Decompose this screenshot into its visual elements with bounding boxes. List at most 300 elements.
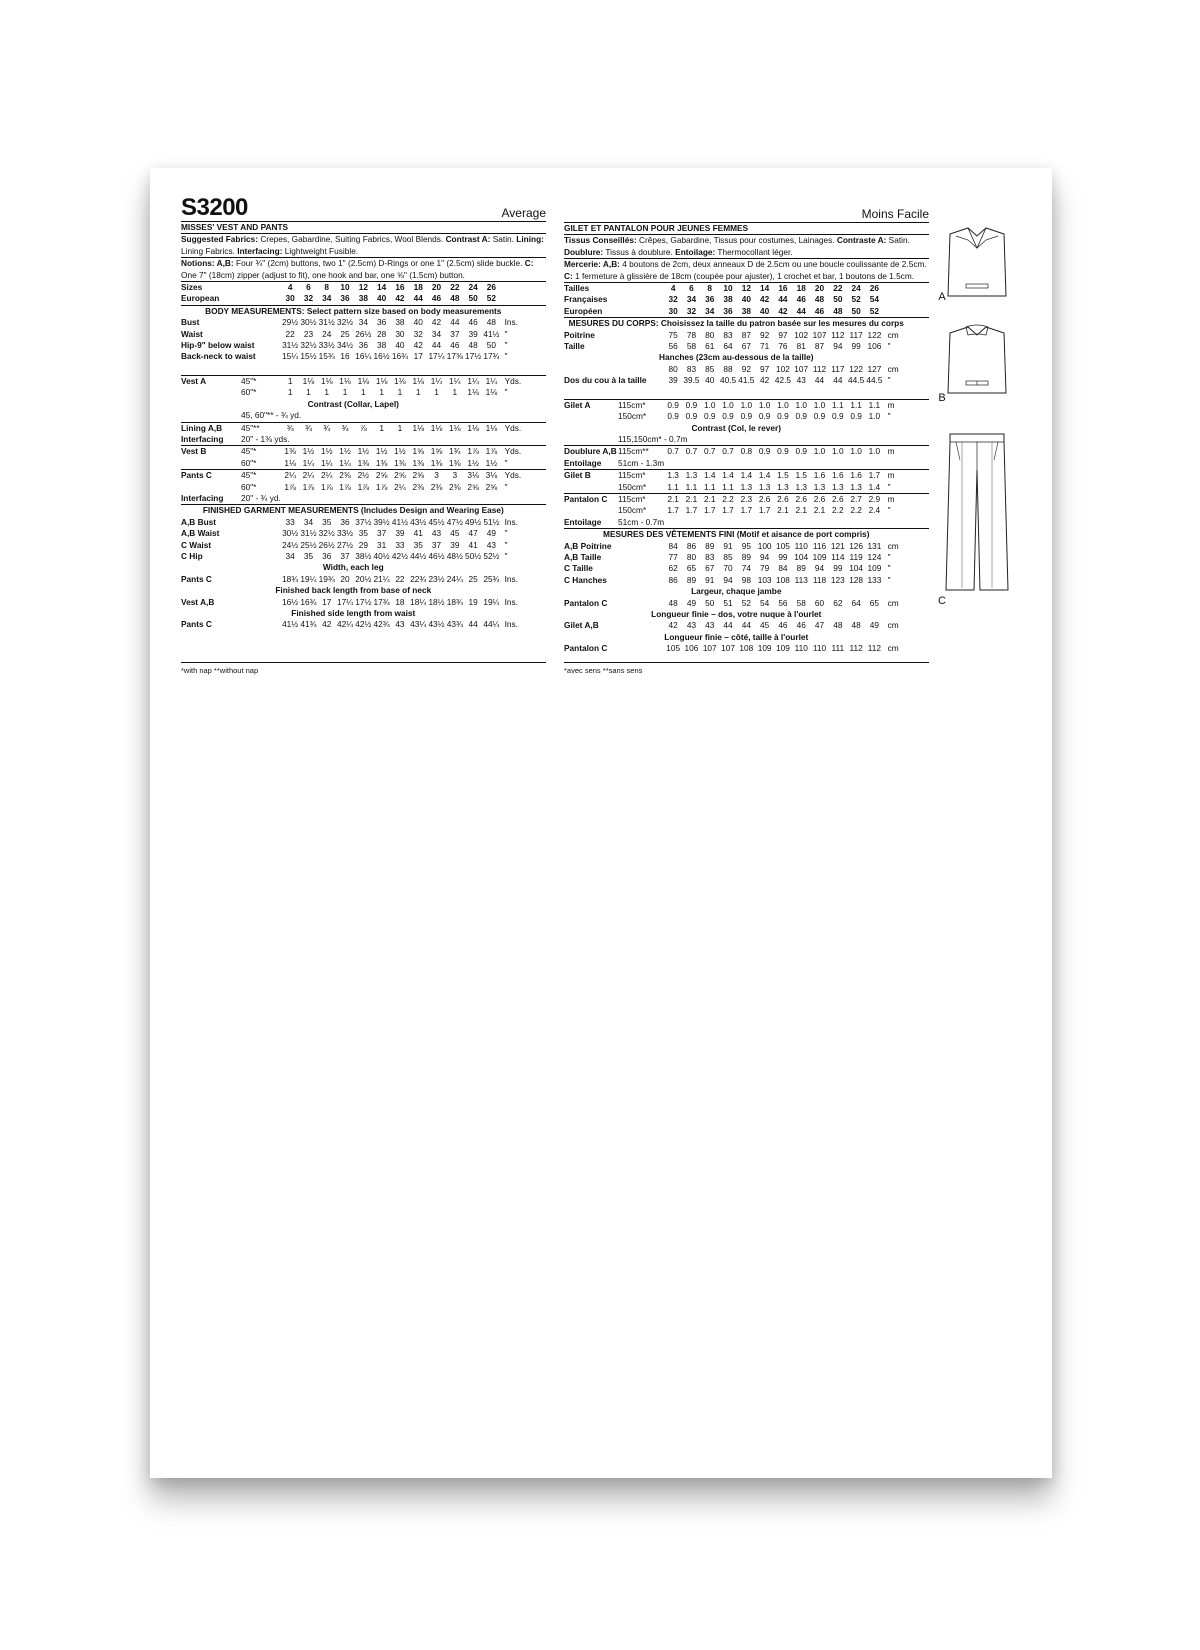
measurement-value: 128 [849, 574, 864, 585]
measurement-value: 43 [486, 539, 497, 550]
measurement-value: 65 [869, 597, 880, 608]
yardage-value: 2¼ [394, 481, 406, 492]
yardage-value: 0.9 [850, 411, 862, 422]
yardage-value: 1 [324, 387, 330, 398]
measurement-value: 28 [377, 328, 387, 339]
english-column [181, 196, 546, 631]
yardage-value: 1⅛ [320, 375, 333, 386]
size-value: 32 [303, 293, 314, 304]
measurement-value: 33 [395, 539, 405, 550]
yardage-value: 2.1 [813, 505, 826, 516]
measurement-value: 25½ [300, 539, 317, 550]
size-value: 32 [686, 305, 697, 316]
measurement-label: Vest A,B [181, 596, 215, 607]
measurement-value: 44 [468, 619, 478, 630]
measurement-label: C Hanches [564, 574, 607, 585]
measurement-value: 42 [413, 340, 423, 351]
yardage-value: 1¼ [430, 375, 443, 386]
measurement-value: 17¾ [483, 351, 500, 362]
yardage-value: 1.0 [703, 399, 716, 410]
unit-label: Ins. [504, 317, 518, 328]
size-value: 24 [468, 282, 478, 293]
measurement-value: 43¾ [446, 619, 463, 630]
measurement-value: 33 [285, 516, 295, 527]
measurement-value: 107 [702, 643, 717, 654]
unit-label: " [504, 528, 508, 539]
yardage-value: 1¼ [320, 457, 333, 468]
measurement-value: 37 [377, 528, 387, 539]
yardage-value: 1 [397, 387, 403, 398]
measurement-value: 123 [830, 574, 845, 585]
french-notions: Mercerie: A,B: 4 boutons de 2cm, deux anneaux D de 2.5cm ou une boucle coulissante de 2.5cm. C: 1 fermeture à glissière de 18cm (coupée pour ajuster), 1 crochet et bar, 1 boutons de 1.5cm. [564, 259, 929, 283]
yardage-value: 1⅛ [394, 375, 406, 386]
yardage-value: 1⅞ [485, 446, 498, 457]
unit-label: " [887, 563, 891, 574]
yardage-value: 1 [361, 387, 366, 398]
unit-label: cm [887, 363, 899, 374]
yardage-label [181, 482, 241, 493]
measurement-value: 29 [358, 539, 368, 550]
yardage-value: ¾ [323, 422, 331, 433]
size-value: 30 [668, 305, 678, 316]
measurement-value: 30 [395, 328, 405, 339]
measurement-value: 47 [814, 620, 825, 631]
empty-cell [884, 283, 909, 294]
measurement-value: 46 [796, 620, 806, 631]
measurement-value: 122 [849, 363, 864, 374]
pattern-number: S3200 [181, 194, 248, 221]
unit-label: Yds. [504, 422, 522, 433]
row-label: Sizes [181, 282, 203, 293]
yardage-value: 2⅜ [430, 481, 443, 492]
french-body-measurements-table [564, 318, 929, 399]
measurement-value: 94 [760, 551, 770, 562]
measurement-value: 80 [705, 329, 715, 340]
measurement-value: 18½ [428, 596, 445, 607]
yardage-value: 0.9 [813, 411, 826, 422]
size-value: 50 [468, 293, 478, 304]
yardage-value: 1¼ [485, 375, 498, 386]
measurement-value: 105 [666, 643, 681, 654]
measurement-value: 19¾ [318, 573, 335, 584]
measurement-value: 24¼ [446, 573, 463, 584]
yardage-value: 1⅜ [430, 457, 443, 468]
yardage-value: 0.9 [703, 411, 716, 422]
subheading: Hanches (23cm au-dessous de la taille) [659, 352, 814, 363]
yardage-value: 0.9 [667, 399, 679, 410]
yardage-value: 1.0 [868, 411, 881, 422]
measurement-value: 36 [322, 550, 332, 561]
fabric-width: 115cm* [618, 399, 646, 410]
measurement-value: 18¾ [446, 596, 463, 607]
yardage-value: ¾ [304, 422, 312, 433]
measurement-value: 17 [413, 351, 423, 362]
yardage-value: 1⅛ [357, 375, 370, 386]
fabric-width: 115cm* [618, 493, 646, 504]
measurement-value: 35 [303, 550, 314, 561]
measurement-value: 87 [814, 341, 825, 352]
empty-cell [501, 282, 526, 293]
size-value: 48 [833, 305, 843, 316]
measurement-value: 41.5 [738, 375, 755, 386]
yardage-value: 1.0 [740, 399, 753, 410]
yardage-label: Pants C [181, 470, 212, 481]
yardage-value: 1⅛ [284, 457, 296, 468]
size-value: 52 [851, 294, 861, 305]
yardage-value: 1 [306, 387, 311, 398]
measurement-value: 40 [395, 340, 405, 351]
measurement-value: 25¾ [483, 573, 500, 584]
yardage-value: 2⅝ [394, 470, 406, 481]
yardage-value: 2.2 [832, 505, 844, 516]
measurement-value: 89 [796, 563, 806, 574]
measurement-value: 127 [867, 363, 882, 374]
yardage-label: Vest B [181, 446, 207, 457]
measurement-value: 18 [395, 596, 405, 607]
measurement-value: 48 [468, 340, 478, 351]
yardage-value: 1.0 [813, 399, 826, 410]
empty-cell [181, 410, 241, 421]
measurement-value: 112 [831, 329, 845, 340]
yardage-value: 1 [379, 422, 384, 433]
measurement-value: 108 [739, 643, 754, 654]
measurement-value: 34 [285, 550, 295, 561]
yardage-value: 1 [452, 387, 458, 398]
yardage-value: 0.9 [758, 446, 771, 457]
yardage-value: 0.9 [777, 446, 789, 457]
yardage-value: 2.6 [813, 493, 826, 504]
measurement-value: 48 [851, 620, 861, 631]
measurement-value: 30½ [282, 528, 299, 539]
unit-label: " [504, 387, 508, 398]
contrast-yardage-text: 115,150cm* - 0.7m [618, 433, 688, 444]
fabric-suggestions: Suggested Fabrics: Crepes, Gabardine, Suiting Fabrics, Wool Blends. Contrast A: Satin. Lining: Lining Fabrics. Interfacing: Lightweight Fusible. [181, 234, 546, 258]
french-fabric-suggestions: Tissus Conseillés: Crêpes, Gabardine, Tissus pour costumes, Lainages. Contraste A: Satin. Doublure: Tissus à doublure. Entoilage: Thermocollant léger. [564, 235, 929, 259]
size-value: 24 [851, 283, 861, 294]
size-value: 46 [796, 294, 806, 305]
yardage-value: 1.6 [832, 470, 844, 481]
yardage-value: 1 [342, 387, 348, 398]
yardage-value: 0.9 [795, 446, 807, 457]
measurement-value: 18¾ [282, 573, 299, 584]
empty-cell [884, 306, 909, 317]
yardage-value: 0.9 [667, 411, 679, 422]
measurement-value: 24½ [282, 539, 299, 550]
measurement-value: 107 [721, 643, 735, 654]
measurement-value: 105 [776, 540, 790, 551]
yardage-label: Gilet A [564, 399, 591, 410]
yardage-value: 1 [379, 387, 384, 398]
measurement-label: Pantalon C [564, 643, 608, 654]
measurement-value: 44 [450, 317, 460, 328]
measurement-value: 31½ [282, 340, 299, 351]
yardage-value: 1¼ [302, 457, 315, 468]
size-value: 34 [705, 305, 715, 316]
yardage-value: 1⅜ [412, 457, 424, 468]
yardage-label: Vest A [181, 375, 207, 386]
measurement-value: 50 [486, 340, 497, 351]
yardage-value: 1⅜ [394, 457, 406, 468]
yardage-value: 1⅜ [375, 457, 388, 468]
yardage-value: 1.0 [813, 446, 826, 457]
measurement-value: 51 [723, 597, 733, 608]
yardage-value: 1⅞ [320, 481, 333, 492]
french-yardage-pants-table [564, 494, 929, 529]
yardage-value: 1.1 [685, 481, 698, 492]
size-value: 40 [760, 305, 770, 316]
yardage-value: 1⅞ [284, 481, 296, 492]
measurement-value: 42 [668, 620, 678, 631]
measurement-value: 99 [778, 551, 788, 562]
measurement-value: 40 [413, 317, 423, 328]
measurement-value: 16¼ [355, 351, 372, 362]
measurement-value: 114 [831, 551, 845, 562]
measurement-value: 108 [776, 574, 790, 585]
measurement-value: 117 [831, 363, 845, 374]
yardage-text: 51cm - 1.3m [618, 457, 665, 468]
yardage-value: 1.7 [703, 505, 716, 516]
yardage-value: 1 [434, 387, 439, 398]
yardage-value: 2.7 [850, 493, 862, 504]
yardage-value: 1.4 [703, 470, 716, 481]
unit-label: " [504, 539, 508, 550]
size-value: 42 [760, 294, 770, 305]
measurement-value: 42½ [391, 550, 408, 561]
measurement-value: 89 [741, 551, 751, 562]
measurement-value: 34 [303, 516, 314, 527]
yardage-value: 1¼ [449, 375, 461, 386]
measurement-value: 109 [776, 643, 790, 654]
measurement-value: 24 [322, 328, 332, 339]
yardage-value: 1 [397, 422, 403, 433]
unit-label: Ins. [504, 596, 518, 607]
measurement-value: 45½ [428, 516, 445, 527]
measurement-value: 44 [814, 375, 825, 386]
measurement-value: 17½ [465, 351, 482, 362]
measurement-value: 62 [668, 563, 678, 574]
measurement-value: 35 [358, 528, 368, 539]
yardage-label: Doublure A,B [564, 446, 617, 457]
measurement-value: 44 [431, 340, 442, 351]
yardage-value: 0.9 [685, 411, 698, 422]
yardage-value: 1.4 [740, 470, 753, 481]
yardage-value: 2¼ [284, 470, 296, 481]
measurement-value: 74 [741, 563, 751, 574]
size-value: 46 [431, 293, 442, 304]
measurement-value: 126 [849, 540, 864, 551]
yardage-value: 1.7 [758, 505, 771, 516]
size-value: 6 [689, 283, 694, 294]
yardage-value: 2.9 [868, 493, 881, 504]
fabric-width: 45"** [241, 422, 260, 433]
yardage-label: Entoilage [564, 457, 602, 468]
yardage-value: 1⅛ [467, 422, 479, 433]
yardage-value: 1⅞ [302, 481, 315, 492]
size-value: 18 [796, 283, 806, 294]
yardage-value: 1.1 [667, 481, 679, 492]
measurement-value: 98 [741, 574, 751, 585]
measurement-value: 97 [760, 363, 770, 374]
measurement-value: 41½ [483, 328, 500, 339]
subheading: Finished side length from waist [291, 608, 416, 618]
yardage-value: 2⅝ [485, 481, 498, 492]
size-value: 6 [306, 282, 311, 293]
measurement-value: 97 [778, 329, 788, 340]
yardage-value: 0.7 [667, 446, 679, 457]
measurement-value: 67 [741, 341, 751, 352]
yardage-value: 1⅜ [284, 446, 296, 457]
measurement-value: 94 [833, 341, 843, 352]
subheading: Largeur, chaque jambe [691, 586, 782, 597]
unit-label: cm [887, 540, 899, 551]
sketch-label-c: C [938, 595, 946, 607]
measurement-value: 61 [705, 341, 715, 352]
fabric-width: 60"* [241, 481, 257, 492]
yardage-label: Entoilage [564, 516, 602, 527]
size-value: 8 [707, 283, 713, 294]
measurement-value: 35 [413, 539, 423, 550]
size-value: 52 [486, 293, 497, 304]
yardage-value: 1⅞ [375, 481, 388, 492]
row-label: Européen [564, 305, 603, 316]
yardage-value: 1.0 [832, 446, 844, 457]
measurement-value: 32½ [300, 340, 317, 351]
yardage-value: 1⅛ [449, 422, 461, 433]
measurement-value: 38½ [355, 550, 372, 561]
measurement-label: A,B Waist [181, 528, 220, 539]
measurement-value: 43¼ [410, 619, 427, 630]
yardage-value: 3⅛ [467, 470, 479, 481]
measurement-value: 20½ [355, 573, 372, 584]
size-value: 18 [413, 282, 423, 293]
unit-label: " [887, 551, 891, 562]
yardage-value: 1¾ [449, 446, 461, 457]
measurement-label: Taille [564, 341, 585, 352]
french-yardage-vest-b-table [564, 470, 929, 494]
measurement-label: A,B Bust [181, 516, 217, 527]
measurement-value: 65 [686, 563, 697, 574]
measurement-value: 41 [468, 539, 478, 550]
measurement-value: 48 [486, 317, 497, 328]
yardage-value: 1.0 [758, 399, 771, 410]
unit-label: " [887, 574, 891, 585]
yardage-value: 2.3 [740, 493, 753, 504]
yardage-value: 1.0 [795, 399, 807, 410]
fabric-width: 60"* [241, 387, 257, 398]
measurement-value: 113 [794, 574, 808, 585]
measurement-value: 39.5 [683, 375, 700, 386]
measurement-value: 45 [760, 620, 770, 631]
measurement-label: Pants C [181, 573, 212, 584]
yardage-value: 2.1 [667, 493, 679, 504]
measurement-value: 42¾ [373, 619, 390, 630]
measurement-value: 104 [849, 563, 864, 574]
empty-cell [501, 293, 526, 304]
measurement-value: 46 [450, 340, 460, 351]
measurement-value: 110 [812, 643, 827, 654]
unit-label: m [887, 493, 895, 504]
measurement-value: 49 [869, 620, 880, 631]
measurement-value: 41½ [282, 619, 299, 630]
notions: Notions: A,B: Four ¾" (2cm) buttons, two 1" (2.5cm) D-Rings or one 1" (2.5cm) slide buckle. C: One 7" (18cm) zipper (adjust to fit), one hook and bar, one ⅝" (1.5cm) button. [181, 258, 546, 282]
yardage-value: 1½ [375, 446, 388, 457]
measurement-value: 45 [450, 528, 460, 539]
measurement-value: 58 [686, 341, 697, 352]
size-value: 38 [723, 294, 733, 305]
fabric-width: 60"* [241, 457, 257, 468]
measurement-value: 42.5 [774, 375, 791, 386]
yardage-value: 3⅛ [485, 470, 498, 481]
row-label: European [181, 293, 220, 304]
measurement-value: 76 [778, 341, 788, 352]
yardage-label [181, 458, 241, 469]
measurement-value: 58 [796, 597, 806, 608]
measurement-value: 44 [723, 620, 733, 631]
unit-label: m [887, 399, 895, 410]
unit-label: Ins. [504, 516, 518, 527]
size-value: 46 [814, 305, 825, 316]
yardage-value: 0.8 [740, 446, 753, 457]
size-value: 20 [814, 283, 825, 294]
measurement-value: 18¼ [410, 596, 427, 607]
yardage-value: 1.3 [667, 470, 679, 481]
measurement-value: 33½ [318, 340, 335, 351]
unit-label: cm [887, 620, 899, 631]
yardage-value: 1.7 [667, 505, 679, 516]
measurement-value: 67 [705, 563, 715, 574]
measurement-value: 49½ [465, 516, 482, 527]
pants-c-sketch [942, 430, 1012, 595]
unit-label: " [504, 340, 508, 351]
measurement-label: Poitrine [564, 329, 595, 340]
yardage-value: 2⅝ [467, 481, 479, 492]
yardage-value: 2⅜ [339, 470, 351, 481]
measurement-value: 99 [833, 563, 843, 574]
yardage-value: 1⅛ [430, 422, 443, 433]
yardage-value: 1½ [339, 446, 351, 457]
measurement-value: 83 [705, 551, 715, 562]
subheading: Longueur finie – dos, votre nuque à l'ourlet [651, 609, 822, 619]
yardage-label: Interfacing [181, 492, 224, 503]
measurement-value: 16 [340, 351, 350, 362]
measurement-value: 36 [377, 317, 387, 328]
yardage-text: 20" - 1⅜ yds. [241, 433, 290, 444]
measurement-value: 38 [377, 340, 387, 351]
measurement-value: 102 [776, 363, 790, 374]
empty-cell [884, 294, 909, 305]
size-value: 34 [686, 294, 697, 305]
measurement-value: 44½ [410, 550, 427, 561]
size-value: 48 [814, 294, 825, 305]
fabric-width: 115cm* [618, 470, 646, 481]
measurement-value: 121 [830, 540, 845, 551]
yardage-value: ¾ [341, 422, 349, 433]
unit-label: cm [887, 597, 899, 608]
yardage-value: 1⅛ [467, 387, 479, 398]
size-value: 44 [413, 293, 423, 304]
measurement-value: 62 [833, 597, 843, 608]
measurement-value: 43 [395, 619, 405, 630]
yardage-value: 1½ [485, 457, 498, 468]
yardage-value: 2.6 [777, 493, 789, 504]
measurement-value: 19 [468, 596, 478, 607]
measurement-value: 15½ [300, 351, 317, 362]
spacer [564, 387, 909, 399]
measurement-value: 43 [705, 620, 715, 631]
measurement-value: 116 [812, 540, 827, 551]
measurement-value: 25 [340, 328, 350, 339]
measurement-value: 44 [741, 620, 751, 631]
